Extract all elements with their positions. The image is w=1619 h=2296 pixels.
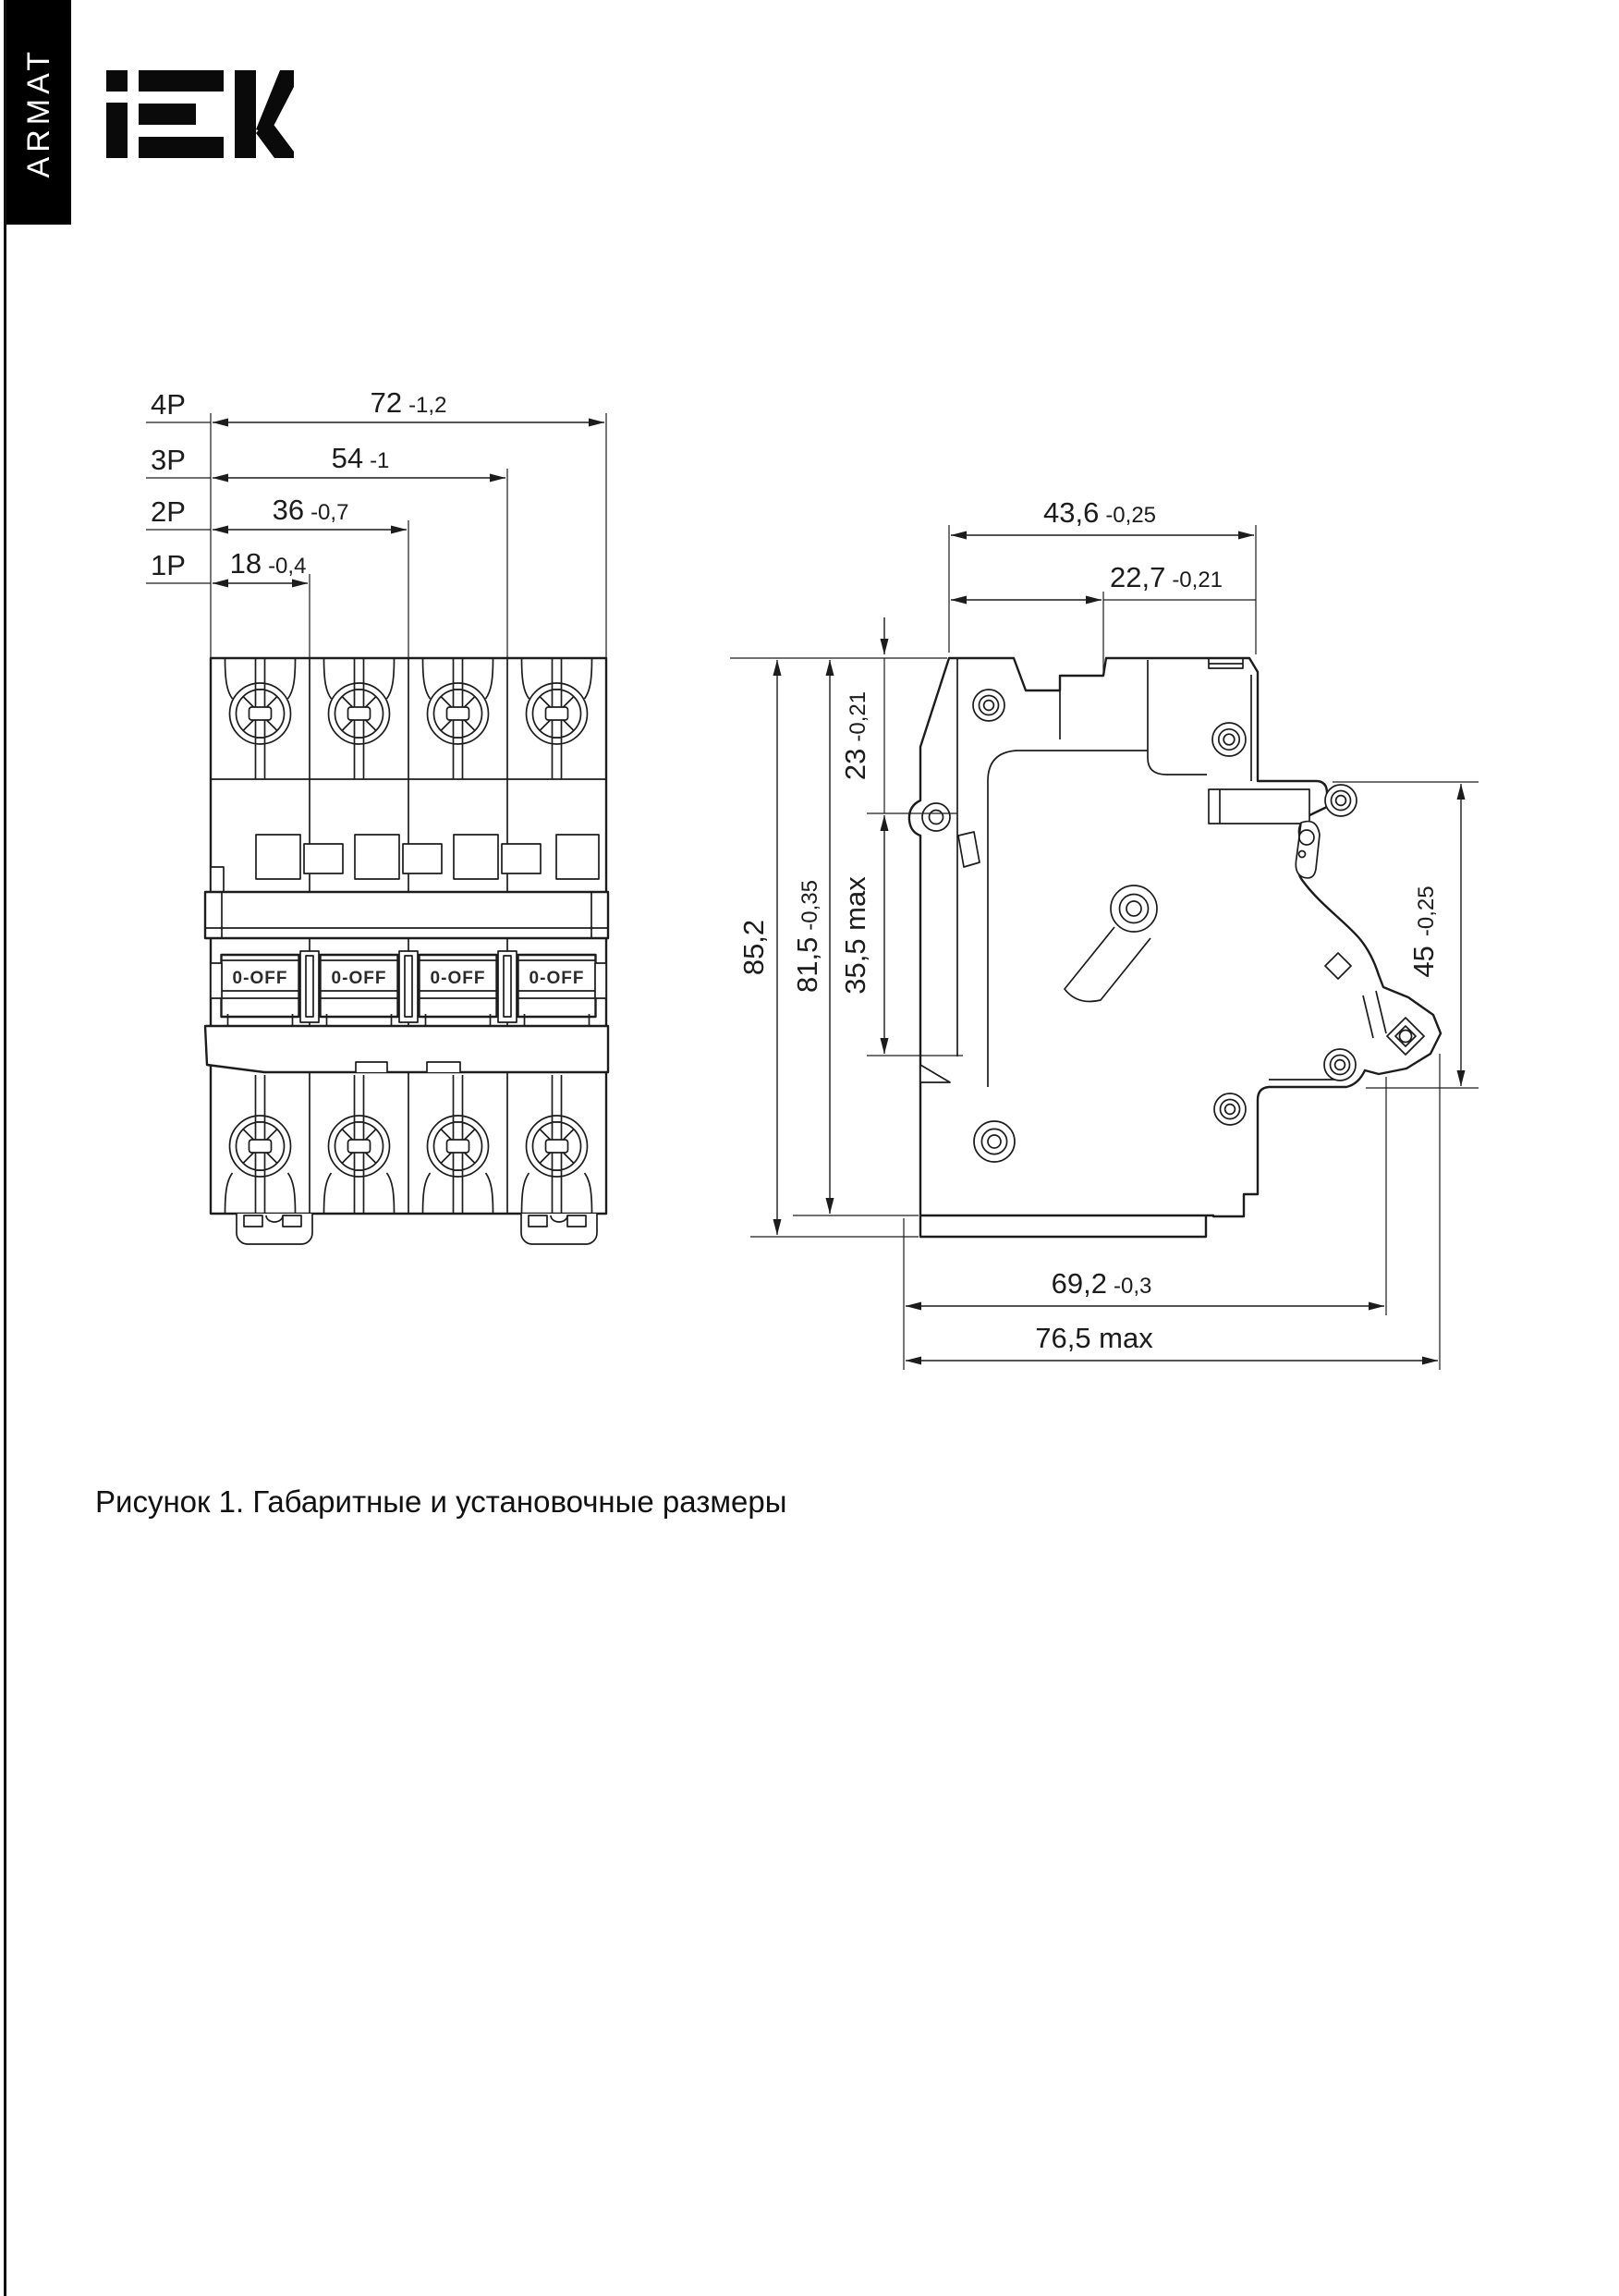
front-view [146,386,608,1244]
figure-caption: Рисунок 1. Габаритные и установочные размеры [95,1484,787,1519]
dim-85-2 [737,660,919,1237]
switch-rocker [321,955,398,1028]
side-view [730,496,1479,1370]
rocker-post [498,951,517,1022]
lower-band [205,1026,608,1072]
dim-text: 35,5 max [839,876,871,995]
case-screw [1212,723,1246,756]
dim-text: 36 -0,7 [272,494,349,526]
dim-text: 76,5 max [1035,1322,1153,1354]
din-clip-bottom [920,1215,1206,1237]
switch-rocker [420,955,497,1028]
rocker-post [300,951,319,1022]
dim-3p-54 [146,442,505,478]
toggle-row [211,951,606,1028]
dim-text: 45-0,25 [1407,885,1440,978]
dim-text: 18 -0,4 [229,547,307,580]
pole-count-label: 1P [151,549,186,581]
dim-text: 69,2 -0,3 [1051,1267,1152,1300]
brand-series-label: ARMAT [20,46,56,178]
case-screw [1214,1093,1246,1125]
switch-state-label: 0-OFF [430,969,486,988]
pole-count-label: 3P [151,444,186,476]
case-screw [1325,785,1357,816]
switch-state-label: 0-OFF [331,969,387,988]
switch-rocker [222,955,299,1028]
switch-state-label: 0-OFF [232,969,288,988]
dim-76-5 [906,1322,1438,1361]
rocker-post [399,951,418,1022]
edge-post [595,963,606,998]
case-screw [973,690,1004,721]
case-screw [1111,885,1157,932]
pole-count-label: 4P [151,388,186,421]
switch-state-label: 0-OFF [529,969,585,988]
case-screw [974,1121,1015,1162]
upper-band [205,892,608,938]
dim-2p-36 [146,494,407,530]
dim-text: 43,6 -0,25 [1042,496,1157,529]
dim-22-7 [951,561,1256,674]
switch-rocker [518,955,596,1028]
dim-text: 22,7 -0,21 [1109,561,1223,593]
dim-text: 54 -1 [331,442,390,474]
dim-1p-18 [146,547,308,583]
pole-count-label: 2P [151,495,186,528]
case-screw [1324,1049,1356,1081]
dim-text: 23-0,21 [839,690,871,781]
edge-post [211,963,222,998]
dim-text: 81,5-0,35 [791,879,823,994]
dim-text: 72 -1,2 [370,386,447,419]
front-extension-lines [211,413,606,658]
din-feet [237,1214,597,1244]
dim-text: 85,2 [737,919,770,976]
dim-4p-72 [146,386,604,422]
